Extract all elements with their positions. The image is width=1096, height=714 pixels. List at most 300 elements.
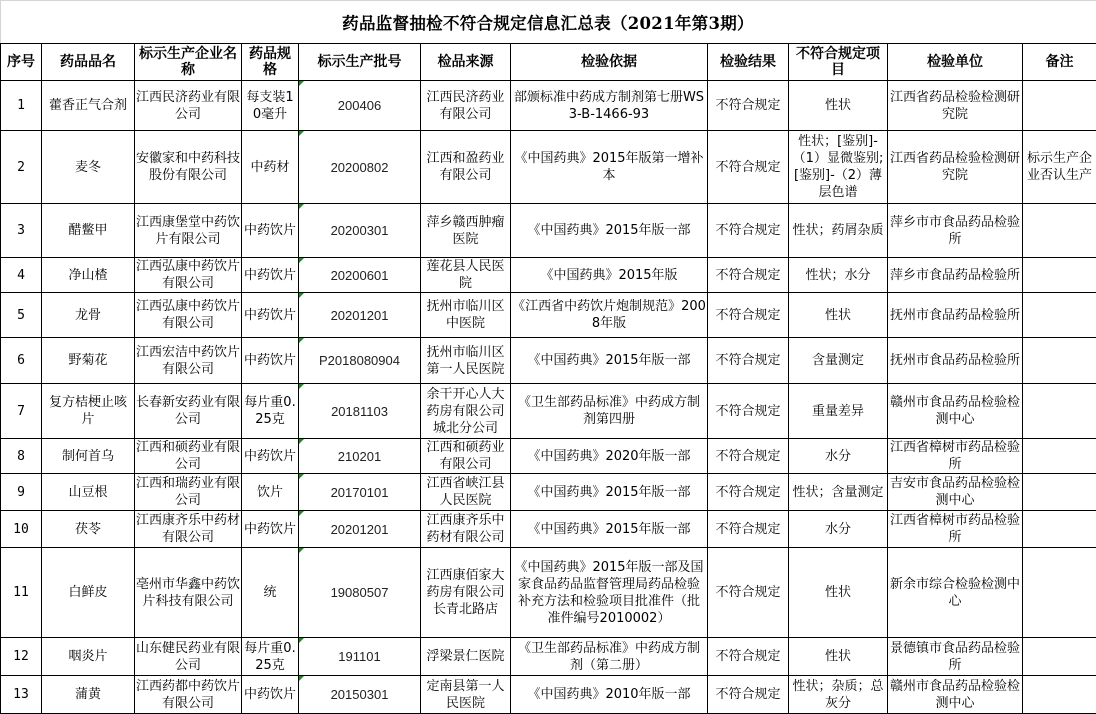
result-cell-text: 不符合规定 — [715, 353, 780, 368]
table-row — [1, 548, 1096, 638]
result-cell-text: 不符合规定 — [715, 449, 780, 464]
manufacturer-cell[interactable] — [135, 511, 242, 548]
drug-name-cell-text: 复方桔梗止咳片 — [49, 395, 127, 427]
nonconforming-items-cell[interactable] — [789, 439, 888, 474]
source-cell[interactable] — [421, 204, 511, 258]
seq-cell[interactable] — [1, 384, 42, 439]
nonconforming-items-cell[interactable] — [789, 511, 888, 548]
manufacturer-cell[interactable] — [135, 439, 242, 474]
seq-cell-text: 2 — [17, 160, 25, 175]
header-seq: 序号 — [1, 44, 42, 81]
manufacturer-cell-text: 江西宏洁中药饮片有限公司 — [136, 345, 240, 377]
result-cell-text: 不符合规定 — [715, 160, 780, 175]
table-row — [1, 638, 1096, 676]
header-drug-name: 药品品名 — [42, 44, 135, 81]
spec-cell[interactable] — [242, 384, 299, 439]
basis-cell-text: 《中国药典》2015年版一部 — [527, 223, 690, 238]
spec-cell-text: 每支装10毫升 — [246, 90, 293, 122]
note-cell[interactable] — [1023, 384, 1096, 439]
lab-cell[interactable] — [888, 548, 1023, 638]
result-cell[interactable] — [708, 474, 789, 511]
drug-name-cell[interactable] — [42, 293, 135, 338]
nonconforming-items-cell-text: 性状 — [825, 649, 851, 664]
drug-name-cell[interactable] — [42, 676, 135, 714]
drug-name-cell-text: 制何首乌 — [62, 449, 114, 464]
text-number-marker-icon — [299, 439, 304, 444]
manufacturer-cell[interactable] — [135, 258, 242, 293]
spec-cell[interactable] — [242, 676, 299, 714]
note-cell[interactable] — [1023, 511, 1096, 548]
drug-name-cell-text: 净山楂 — [68, 268, 107, 283]
source-cell-text: 定南县第一人民医院 — [426, 679, 504, 711]
manufacturer-cell[interactable] — [135, 548, 242, 638]
manufacturer-cell-text: 江西弘康中药饮片有限公司 — [136, 259, 240, 291]
spec-cell[interactable] — [242, 638, 299, 676]
note-cell[interactable] — [1023, 676, 1096, 714]
source-cell[interactable] — [421, 548, 511, 638]
result-cell[interactable] — [708, 204, 789, 258]
text-number-marker-icon — [299, 258, 304, 263]
table-row — [1, 511, 1096, 548]
result-cell[interactable] — [708, 338, 789, 384]
result-cell-text: 不符合规定 — [715, 649, 780, 664]
basis-cell[interactable] — [511, 204, 708, 258]
lab-cell-text: 江西省药品检验检测研究院 — [890, 90, 1020, 122]
nonconforming-items-cell[interactable] — [789, 131, 888, 204]
result-cell-text: 不符合规定 — [715, 404, 780, 419]
note-cell[interactable] — [1023, 81, 1096, 131]
seq-cell[interactable] — [1, 548, 42, 638]
result-cell-text: 不符合规定 — [715, 268, 780, 283]
spec-cell-text: 中药饮片 — [244, 353, 296, 368]
batch-cell-text: 20201201 — [331, 308, 389, 323]
batch-cell-text: 20181103 — [331, 404, 388, 419]
lab-cell-text: 江西省樟树市药品检验所 — [890, 513, 1020, 545]
note-cell[interactable] — [1023, 338, 1096, 384]
nonconforming-items-cell-text: 性状；含量测定 — [792, 485, 883, 500]
drug-name-cell[interactable] — [42, 548, 135, 638]
header-lab: 检验单位 — [888, 44, 1023, 81]
lab-cell-text: 赣州市食品药品检验检测中心 — [890, 679, 1020, 711]
basis-cell-text: 《中国药典》2020年版一部 — [527, 449, 690, 464]
batch-cell-text: 20200601 — [331, 268, 389, 283]
nonconforming-items-cell-text: 重量差异 — [812, 404, 864, 419]
manufacturer-cell-text: 江西康堡堂中药饮片有限公司 — [136, 215, 240, 247]
lab-cell-text: 赣州市食品药品检验检测中心 — [890, 395, 1020, 427]
note-cell[interactable] — [1023, 439, 1096, 474]
drug-name-cell[interactable] — [42, 81, 135, 131]
seq-cell-text: 6 — [17, 353, 25, 368]
manufacturer-cell[interactable] — [135, 81, 242, 131]
batch-cell[interactable] — [299, 81, 421, 131]
source-cell[interactable] — [421, 474, 511, 511]
manufacturer-cell-text: 长春新安药业有限公司 — [136, 395, 240, 427]
spec-cell[interactable] — [242, 293, 299, 338]
text-number-marker-icon — [299, 81, 304, 86]
header-result: 检验结果 — [708, 44, 789, 81]
source-cell[interactable] — [421, 258, 511, 293]
manufacturer-cell[interactable] — [135, 338, 242, 384]
basis-cell[interactable] — [511, 338, 708, 384]
nonconforming-items-cell[interactable] — [789, 676, 888, 714]
seq-cell-text: 9 — [17, 485, 25, 500]
basis-cell[interactable] — [511, 548, 708, 638]
header-batch: 标示生产批号 — [299, 44, 421, 81]
header-spec: 药品规格 — [242, 44, 299, 81]
nonconforming-items-cell-text: 性状；杂质；总灰分 — [792, 679, 883, 711]
text-number-marker-icon — [299, 338, 304, 343]
manufacturer-cell-text: 亳州市华鑫中药饮片科技有限公司 — [136, 577, 240, 609]
drug-name-cell[interactable] — [42, 439, 135, 474]
lab-cell-text: 江西省樟树市药品检验所 — [890, 440, 1020, 472]
batch-cell[interactable] — [299, 511, 421, 548]
spec-cell-text: 中药饮片 — [244, 449, 296, 464]
basis-cell-text: 《中国药典》2015年版一部 — [527, 522, 690, 537]
basis-cell-text: 《江西省中药饮片炮制规范》2008年版 — [512, 299, 706, 331]
spec-cell[interactable] — [242, 439, 299, 474]
note-cell[interactable] — [1023, 293, 1096, 338]
basis-cell-text: 《中国药典》2015年版一部 — [527, 485, 690, 500]
table-row — [1, 384, 1096, 439]
manufacturer-cell-text: 安徽家和中药科技股份有限公司 — [136, 151, 240, 183]
source-cell-text: 江西康佰家大药房有限公司长青北路店 — [426, 568, 504, 617]
manufacturer-cell[interactable] — [135, 638, 242, 676]
table-row — [1, 204, 1096, 258]
spec-cell[interactable] — [242, 131, 299, 204]
result-cell[interactable] — [708, 384, 789, 439]
basis-cell[interactable] — [511, 474, 708, 511]
basis-cell[interactable] — [511, 676, 708, 714]
lab-cell-text: 抚州市食品药品检验所 — [890, 308, 1020, 323]
spec-cell[interactable] — [242, 81, 299, 131]
nonconforming-items-cell[interactable] — [789, 338, 888, 384]
nonconforming-items-cell-text: 性状 — [825, 585, 851, 600]
seq-cell-text: 4 — [17, 268, 25, 283]
source-cell-text: 江西和硕药业有限公司 — [426, 440, 504, 472]
source-cell-text: 浮梁景仁医院 — [426, 649, 504, 664]
source-cell[interactable] — [421, 338, 511, 384]
seq-cell-text: 10 — [13, 522, 29, 537]
note-cell[interactable] — [1023, 204, 1096, 258]
seq-cell[interactable] — [1, 81, 42, 131]
batch-cell-text: 20170101 — [331, 485, 389, 500]
manufacturer-cell[interactable] — [135, 474, 242, 511]
lab-cell-text: 江西省药品检验检测研究院 — [890, 151, 1020, 183]
source-cell-text: 江西民济药业有限公司 — [426, 90, 504, 122]
lab-cell[interactable] — [888, 511, 1023, 548]
seq-cell-text: 13 — [13, 687, 29, 702]
source-cell[interactable] — [421, 511, 511, 548]
lab-cell[interactable] — [888, 131, 1023, 204]
batch-cell-text: P2018080904 — [319, 353, 400, 368]
seq-cell-text: 8 — [17, 449, 25, 464]
basis-cell[interactable] — [511, 638, 708, 676]
drug-name-cell-text: 醋鳖甲 — [68, 223, 107, 238]
basis-cell[interactable] — [511, 511, 708, 548]
drug-name-cell-text: 茯苓 — [75, 522, 101, 537]
drug-name-cell[interactable] — [42, 638, 135, 676]
note-cell[interactable] — [1023, 548, 1096, 638]
batch-cell[interactable] — [299, 439, 421, 474]
header-basis: 检验依据 — [511, 44, 708, 81]
lab-cell-text: 吉安市食品药品检验检测中心 — [890, 476, 1020, 508]
batch-cell[interactable] — [299, 676, 421, 714]
table-row — [1, 258, 1096, 293]
batch-cell[interactable] — [299, 474, 421, 511]
header-items: 不符合规定项目 — [789, 44, 888, 81]
seq-cell[interactable] — [1, 204, 42, 258]
lab-cell-text: 抚州市食品药品检验所 — [890, 353, 1020, 368]
drug-name-cell-text: 蒲黄 — [75, 687, 101, 702]
batch-cell[interactable] — [299, 548, 421, 638]
seq-cell-text: 12 — [13, 649, 29, 664]
result-cell-text: 不符合规定 — [715, 308, 780, 323]
manufacturer-cell-text: 江西康齐乐中药材有限公司 — [136, 513, 240, 545]
result-cell[interactable] — [708, 511, 789, 548]
seq-cell-text: 5 — [17, 308, 25, 323]
document-title: 药品监督抽检不符合规定信息汇总表（2021年第3期） — [0, 0, 1096, 43]
manufacturer-cell-text: 山东健民药业有限公司 — [136, 641, 240, 673]
spec-cell[interactable] — [242, 258, 299, 293]
batch-cell[interactable] — [299, 258, 421, 293]
manufacturer-cell[interactable] — [135, 384, 242, 439]
basis-cell-text: 《中国药典》2015年版第一增补本 — [514, 151, 703, 183]
lab-cell[interactable] — [888, 338, 1023, 384]
result-cell-text: 不符合规定 — [715, 522, 780, 537]
source-cell[interactable] — [421, 439, 511, 474]
drug-name-cell-text: 麦冬 — [75, 160, 101, 175]
table-row — [1, 293, 1096, 338]
result-cell[interactable] — [708, 548, 789, 638]
lab-cell[interactable] — [888, 676, 1023, 714]
result-cell[interactable] — [708, 131, 789, 204]
basis-cell[interactable] — [511, 131, 708, 204]
drug-name-cell-text: 山豆根 — [68, 485, 107, 500]
seq-cell-text: 7 — [17, 404, 25, 419]
spec-cell-text: 中药饮片 — [244, 308, 296, 323]
manufacturer-cell[interactable] — [135, 131, 242, 204]
spec-cell-text: 中药饮片 — [244, 223, 296, 238]
lab-cell-text: 萍乡市食品药品检验所 — [890, 268, 1020, 283]
table-row — [1, 81, 1096, 131]
lab-cell[interactable] — [888, 258, 1023, 293]
lab-cell[interactable] — [888, 384, 1023, 439]
table-row — [1, 474, 1096, 511]
batch-cell-text: 200406 — [338, 98, 381, 113]
text-number-marker-icon — [299, 204, 304, 209]
lab-cell-text: 新余市综合检验检测中心 — [890, 577, 1020, 609]
drug-name-cell-text: 藿香正气合剂 — [49, 98, 127, 113]
manufacturer-cell-text: 江西和硕药业有限公司 — [136, 440, 240, 472]
seq-cell[interactable] — [1, 293, 42, 338]
spec-cell[interactable] — [242, 511, 299, 548]
lab-cell[interactable] — [888, 474, 1023, 511]
drug-name-cell-text: 咽炎片 — [68, 649, 107, 664]
drug-name-cell-text: 野菊花 — [68, 353, 107, 368]
text-number-marker-icon — [299, 548, 304, 553]
nonconforming-items-cell[interactable] — [789, 204, 888, 258]
note-cell[interactable] — [1023, 474, 1096, 511]
spec-cell-text: 中药饮片 — [244, 522, 296, 537]
source-cell-text: 抚州市临川区中医院 — [426, 299, 504, 331]
nonconforming-items-cell-text: 性状 — [825, 98, 851, 113]
nonconforming-items-cell[interactable] — [789, 474, 888, 511]
drug-name-cell[interactable] — [42, 474, 135, 511]
manufacturer-cell-text: 江西和瑞药业有限公司 — [136, 476, 240, 508]
note-cell[interactable] — [1023, 131, 1096, 204]
basis-cell[interactable] — [511, 384, 708, 439]
source-cell-text: 江西和盈药业有限公司 — [426, 151, 504, 183]
text-number-marker-icon — [299, 474, 304, 479]
seq-cell-text: 3 — [17, 223, 25, 238]
source-cell-text: 余干开心人大药房有限公司城北分公司 — [426, 387, 504, 436]
spec-cell-text: 每片重0.25克 — [244, 641, 295, 673]
basis-cell-text: 《中国药典》2015年版一部 — [527, 353, 690, 368]
basis-cell-text: 《卫生部药品标准》中药成方制剂（第二册） — [518, 641, 700, 673]
basis-cell-text: 《卫生部药品标准》中药成方制剂第四册 — [518, 395, 700, 427]
table-row — [1, 676, 1096, 714]
seq-cell[interactable] — [1, 474, 42, 511]
result-cell[interactable] — [708, 258, 789, 293]
result-cell[interactable] — [708, 676, 789, 714]
nonconforming-items-cell-text: 水分 — [825, 522, 851, 537]
spec-cell[interactable] — [242, 474, 299, 511]
batch-cell-text: 20201201 — [331, 522, 389, 537]
batch-cell[interactable] — [299, 131, 421, 204]
seq-cell[interactable] — [1, 131, 42, 204]
result-cell-text: 不符合规定 — [715, 223, 780, 238]
source-cell[interactable] — [421, 131, 511, 204]
drug-name-cell[interactable] — [42, 258, 135, 293]
drug-name-cell[interactable] — [42, 384, 135, 439]
source-cell[interactable] — [421, 638, 511, 676]
batch-cell[interactable] — [299, 638, 421, 676]
basis-cell-text: 《中国药典》2015年版一部及国家食品药品监督管理局药品检验补充方法和检验项目批准件（批准件编号2010002） — [514, 560, 703, 626]
source-cell-text: 江西省峡江县人民医院 — [426, 476, 504, 508]
nonconforming-items-cell-text: 性状；[鉴别]-（1）显微鉴别;[鉴别]-（2）薄层色谱 — [793, 134, 884, 200]
drug-name-cell[interactable] — [42, 204, 135, 258]
seq-cell[interactable] — [1, 338, 42, 384]
result-cell[interactable] — [708, 81, 789, 131]
nonconforming-items-cell-text: 水分 — [825, 449, 851, 464]
source-cell-text: 抚州市临川区第一人民医院 — [426, 345, 504, 377]
basis-cell[interactable] — [511, 293, 708, 338]
result-cell[interactable] — [708, 439, 789, 474]
source-cell[interactable] — [421, 676, 511, 714]
nonconforming-items-cell[interactable] — [789, 258, 888, 293]
text-number-marker-icon — [299, 131, 304, 136]
manufacturer-cell[interactable] — [135, 204, 242, 258]
table-row — [1, 439, 1096, 474]
lab-cell[interactable] — [888, 81, 1023, 131]
batch-cell-text: 191101 — [338, 649, 380, 664]
spec-cell[interactable] — [242, 338, 299, 384]
lab-cell-text: 景德镇市食品药品检验所 — [890, 641, 1020, 673]
lab-cell[interactable] — [888, 293, 1023, 338]
nonconforming-items-cell[interactable] — [789, 548, 888, 638]
nonconforming-items-cell-text: 性状 — [825, 308, 851, 323]
batch-cell-text: 20200802 — [331, 160, 389, 175]
source-cell[interactable] — [421, 81, 511, 131]
seq-cell-text: 11 — [13, 585, 29, 600]
nonconforming-items-cell-text: 性状；药屑杂质 — [792, 223, 883, 238]
seq-cell[interactable] — [1, 676, 42, 714]
spec-cell-text: 中药饮片 — [244, 268, 296, 283]
source-cell[interactable] — [421, 293, 511, 338]
lab-cell-text: 萍乡市市食品药品检验所 — [890, 215, 1020, 247]
manufacturer-cell-text: 江西民济药业有限公司 — [136, 90, 240, 122]
note-cell[interactable] — [1023, 638, 1096, 676]
source-cell[interactable] — [421, 384, 511, 439]
drug-name-cell[interactable] — [42, 131, 135, 204]
text-number-marker-icon — [299, 293, 304, 298]
result-cell[interactable] — [708, 293, 789, 338]
lab-cell[interactable] — [888, 204, 1023, 258]
text-number-marker-icon — [299, 638, 304, 643]
basis-cell[interactable] — [511, 439, 708, 474]
spec-cell-text: 中药饮片 — [244, 687, 296, 702]
seq-cell[interactable] — [1, 439, 42, 474]
batch-cell-text: 19080507 — [331, 585, 389, 600]
basis-cell[interactable] — [511, 81, 708, 131]
text-number-marker-icon — [299, 384, 304, 389]
nonconforming-items-cell[interactable] — [789, 81, 888, 131]
spec-cell[interactable] — [242, 548, 299, 638]
basis-cell[interactable] — [511, 258, 708, 293]
result-cell-text: 不符合规定 — [715, 687, 780, 702]
batch-cell[interactable] — [299, 293, 421, 338]
result-cell-text: 不符合规定 — [715, 585, 780, 600]
batch-cell[interactable] — [299, 338, 421, 384]
table-row — [1, 131, 1096, 204]
header-row — [1, 44, 1096, 81]
batch-cell[interactable] — [299, 204, 421, 258]
spec-cell[interactable] — [242, 204, 299, 258]
nonconforming-items-cell[interactable] — [789, 293, 888, 338]
manufacturer-cell-text: 江西弘康中药饮片有限公司 — [136, 299, 240, 331]
source-cell-text: 莲花县人民医院 — [426, 259, 504, 291]
nonconforming-items-cell[interactable] — [789, 638, 888, 676]
text-number-marker-icon — [299, 511, 304, 516]
source-cell-text: 江西康齐乐中药材有限公司 — [426, 513, 504, 545]
manufacturer-cell[interactable] — [135, 293, 242, 338]
result-cell[interactable] — [708, 638, 789, 676]
seq-cell[interactable] — [1, 258, 42, 293]
lab-cell[interactable] — [888, 638, 1023, 676]
drug-name-cell-text: 龙骨 — [75, 308, 101, 323]
manufacturer-cell-text: 江西药都中药饮片有限公司 — [136, 679, 240, 711]
spec-cell-text: 中药材 — [250, 160, 289, 175]
inspection-table — [0, 43, 1096, 714]
spec-cell-text: 每片重0.25克 — [244, 395, 295, 427]
note-cell[interactable] — [1023, 258, 1096, 293]
seq-cell[interactable] — [1, 638, 42, 676]
header-manufacturer: 标示生产企业名称 — [135, 44, 242, 81]
lab-cell[interactable] — [888, 439, 1023, 474]
batch-cell-text: 20200301 — [331, 223, 389, 238]
result-cell-text: 不符合规定 — [715, 98, 780, 113]
drug-name-cell[interactable] — [42, 338, 135, 384]
header-note: 备注 — [1023, 44, 1096, 81]
seq-cell-text: 1 — [17, 98, 25, 113]
source-cell-text: 萍乡赣西肿瘤医院 — [426, 215, 504, 247]
drug-name-cell[interactable] — [42, 511, 135, 548]
batch-cell[interactable] — [299, 384, 421, 439]
nonconforming-items-cell[interactable] — [789, 384, 888, 439]
seq-cell[interactable] — [1, 511, 42, 548]
basis-cell-text: 部颁标准中药成方制剂第七册WS3-B-1466-93 — [514, 90, 704, 122]
manufacturer-cell[interactable] — [135, 676, 242, 714]
